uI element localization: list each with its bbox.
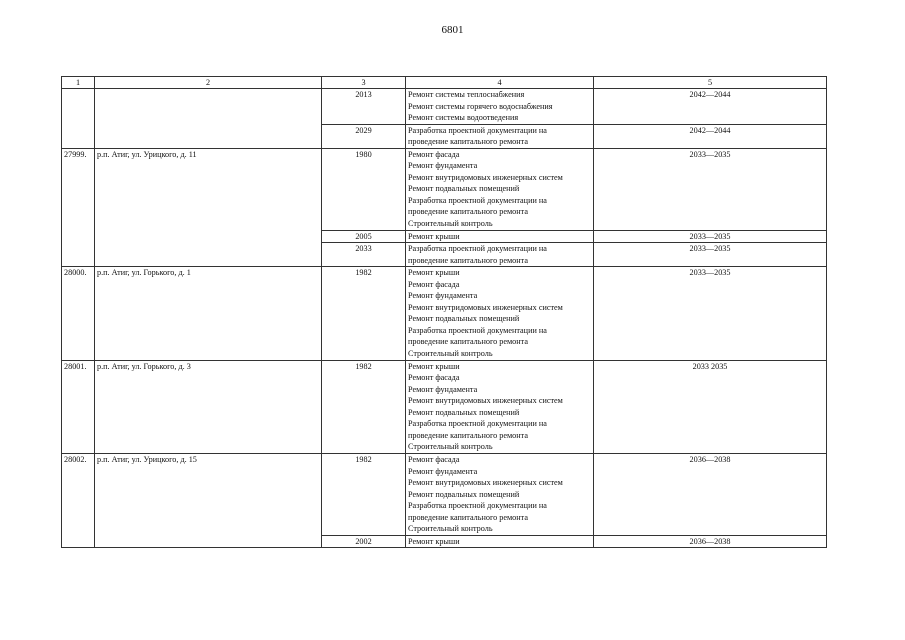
table-body	[62, 89, 827, 548]
works-cell	[406, 89, 594, 125]
table-row	[62, 360, 827, 453]
object-number: 28002.	[62, 453, 95, 547]
work-item: Ремонт крыши	[408, 268, 460, 278]
work-item: Ремонт фасада	[408, 454, 460, 464]
work-item: Строительный контроль	[408, 442, 493, 452]
work-item: Ремонт подвальных помещений	[408, 184, 520, 194]
object-address: р.п. Атиг, ул. Урицкого, д. 11	[95, 148, 322, 266]
work-item: Ремонт фундамента	[408, 384, 478, 394]
work-item: Ремонт внутридомовых инженерных систем	[408, 478, 563, 488]
table-row	[62, 89, 827, 125]
work-item: Ремонт фундамента	[408, 291, 478, 301]
object-number: 28001.	[62, 360, 95, 453]
table-row	[62, 148, 827, 230]
year-cell: 2029	[322, 124, 406, 148]
repair-schedule-table	[61, 76, 827, 548]
period-cell: 2033—2035	[594, 267, 827, 360]
work-item: Разработка проектной документации на	[408, 325, 547, 335]
works-cell	[406, 243, 594, 267]
works-cell	[406, 267, 594, 360]
period-cell: 2033—2035	[594, 243, 827, 267]
work-item: проведение капитального ремонта	[408, 337, 528, 347]
work-item: Строительный контроль	[408, 349, 493, 359]
work-item: Ремонт крыши	[408, 231, 460, 241]
period-cell: 2033 2035	[594, 360, 827, 453]
work-item: Ремонт внутридомовых инженерных систем	[408, 172, 563, 182]
work-item: Ремонт системы водоотведения	[408, 113, 519, 123]
object-address: р.п. Атиг, ул. Урицкого, д. 15	[95, 453, 322, 547]
period-cell: 2036—2038	[594, 535, 827, 548]
works-cell	[406, 230, 594, 243]
object-number: 28000.	[62, 267, 95, 360]
object-address: р.п. Атиг, ул. Горького, д. 1	[95, 267, 322, 360]
object-address	[95, 89, 322, 149]
table-row	[62, 453, 827, 535]
work-item: Разработка проектной документации на	[408, 195, 547, 205]
works-cell	[406, 124, 594, 148]
year-cell: 2002	[322, 535, 406, 548]
works-cell	[406, 535, 594, 548]
year-cell: 2005	[322, 230, 406, 243]
work-item: Ремонт внутридомовых инженерных систем	[408, 396, 563, 406]
column-header-1: 1	[62, 77, 95, 89]
work-item: Ремонт фасада	[408, 373, 460, 383]
work-item: Ремонт подвальных помещений	[408, 489, 520, 499]
work-item: Разработка проектной документации на	[408, 244, 547, 254]
period-cell: 2033—2035	[594, 148, 827, 230]
work-item: Ремонт фундамента	[408, 161, 478, 171]
work-item: проведение капитального ремонта	[408, 255, 528, 265]
object-number: 27999.	[62, 148, 95, 266]
work-item: Разработка проектной документации на	[408, 501, 547, 511]
work-item: Разработка проектной документации на	[408, 125, 547, 135]
column-header-5: 5	[594, 77, 827, 89]
work-item: проведение капитального ремонта	[408, 430, 528, 440]
work-item: проведение капитального ремонта	[408, 512, 528, 522]
work-item: Строительный контроль	[408, 524, 493, 534]
work-item: Ремонт крыши	[408, 536, 460, 546]
object-number	[62, 89, 95, 149]
year-cell: 1982	[322, 267, 406, 360]
column-header-3: 3	[322, 77, 406, 89]
year-cell: 1980	[322, 148, 406, 230]
column-number-row	[62, 77, 827, 89]
work-item: Ремонт системы горячего водоснабжения	[408, 101, 553, 111]
work-item: Строительный контроль	[408, 219, 493, 229]
work-item: Ремонт системы теплоснабжения	[408, 90, 525, 99]
period-cell: 2042—2044	[594, 89, 827, 125]
works-cell	[406, 360, 594, 453]
object-address: р.п. Атиг, ул. Горького, д. 3	[95, 360, 322, 453]
work-item: Ремонт фундамента	[408, 466, 478, 476]
work-item: Разработка проектной документации на	[408, 419, 547, 429]
work-item: Ремонт внутридомовых инженерных систем	[408, 302, 563, 312]
year-cell: 1982	[322, 360, 406, 453]
works-cell	[406, 148, 594, 230]
work-item: Ремонт фасада	[408, 149, 460, 159]
work-item: Ремонт фасада	[408, 279, 460, 289]
period-cell: 2033—2035	[594, 230, 827, 243]
year-cell: 2033	[322, 243, 406, 267]
year-cell: 1982	[322, 453, 406, 535]
work-item: Ремонт подвальных помещений	[408, 314, 520, 324]
period-cell: 2042—2044	[594, 124, 827, 148]
period-cell: 2036—2038	[594, 453, 827, 535]
year-cell: 2013	[322, 89, 406, 125]
work-item: Ремонт крыши	[408, 361, 460, 371]
column-header-4: 4	[406, 77, 594, 89]
page-number: 6801	[441, 24, 464, 36]
work-item: проведение капитального ремонта	[408, 207, 528, 217]
column-header-2: 2	[95, 77, 322, 89]
works-cell	[406, 453, 594, 535]
work-item: Ремонт подвальных помещений	[408, 407, 520, 417]
work-item: проведение капитального ремонта	[408, 137, 528, 147]
table-row	[62, 267, 827, 360]
